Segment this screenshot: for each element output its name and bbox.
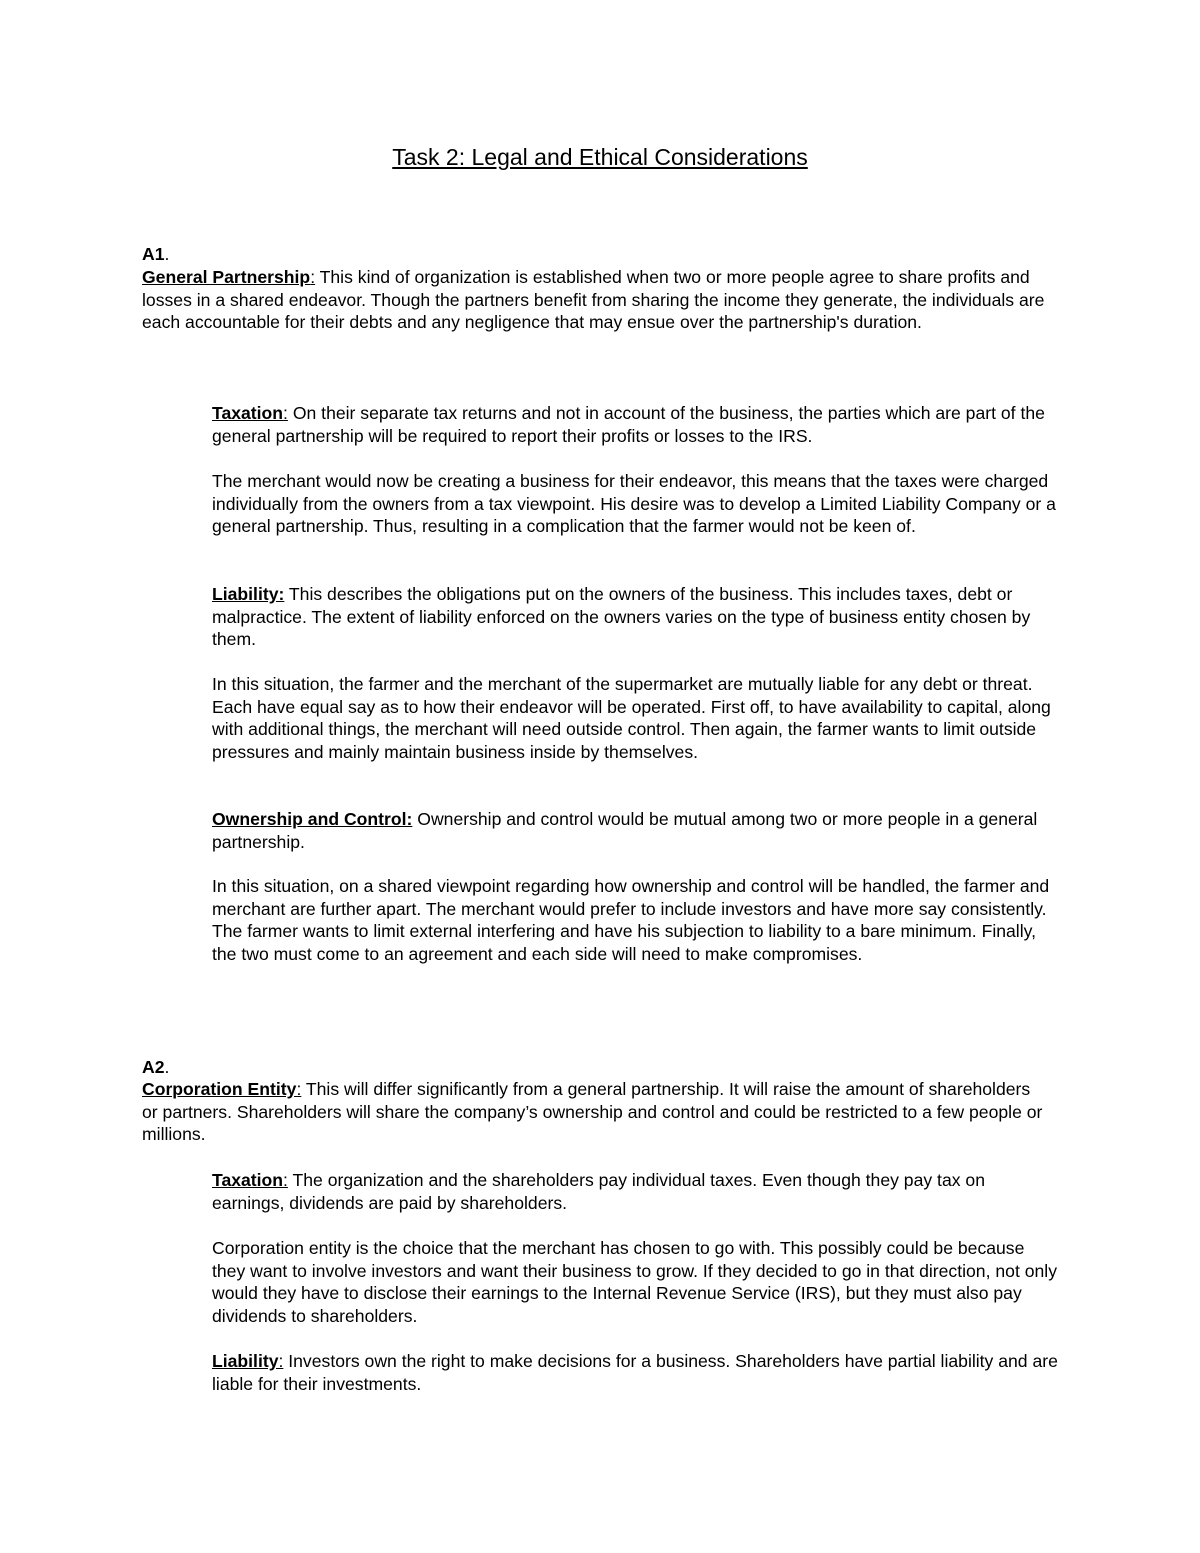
ownership-control-text: Ownership and control would be mutual among two or more people in a general partnership. (212, 809, 1038, 852)
a1-ownership-discussion: In this situation, on a shared viewpoint regarding how ownership and control will be handled, the farmer and merchant are further apart. The merchant would prefer to include investors and have more say consistently. The farmer wants to limit external interfering and have his subjection to liability to a bare minimum. Finally, the two must come to an agreement and each side will need to make compromises. (212, 876, 1050, 964)
a1-heading-label: A1 (142, 244, 165, 264)
a2-taxation-discussion: Corporation entity is the choice that the merchant has chosen to go with. This possibly could be because they want to involve investors and want their business to grow. If they decided to go in that direction, not only would they have to disclose their earnings to the Internal Revenue Service (IRS), but they must also pay dividends to shareholders. (212, 1238, 1057, 1326)
ownership-control-label: Ownership and Control: (212, 809, 413, 829)
a2-intro-paragraph (142, 1078, 1047, 1146)
a1-heading-dot: . (164, 244, 170, 264)
a2-liability-paragraph (212, 1350, 1062, 1395)
a1-liability-text: This describes the obligations put on the owners of the business. This includes taxes, debt or malpractice. The extent of liability enforced on the owners varies on the type of business entity chosen by them. (212, 584, 1031, 650)
a1-intro-paragraph (142, 266, 1047, 334)
corporation-entity-text: This will differ significantly from a general partnership. It will raise the amount of shareholders or partners. Shareholders will share the company’s ownership and control and could be restricted to a few people or millions. (142, 1079, 1043, 1145)
a2-taxation-label: Taxation (212, 1170, 284, 1190)
a1-taxation-discussion: The merchant would now be creating a business for their endeavor, this means that the taxes were charged individually from the owners from a tax viewpoint. His desire was to develop a Limited Liability Company or a general partnership. Thus, resulting in a complication that the farmer would not be keen of. (212, 471, 1056, 537)
general-partnership-text: This kind of organization is established when two or more people agree to share profits and losses in a shared endeavor. Though the partners benefit from sharing the income they generate, the individuals are each accountable for their debts and any negligence that may ensue over the partnership's duration. (142, 267, 1045, 333)
a2-taxation-colon: : (283, 1170, 288, 1190)
a2-taxation-paragraph (212, 1169, 1062, 1214)
a1-taxation-paragraph (212, 402, 1062, 447)
a2-liability-label: Liability (212, 1351, 279, 1371)
general-partnership-label: General Partnership (142, 267, 311, 287)
general-partnership-colon: : (310, 267, 316, 287)
corporation-entity-colon: : (296, 1079, 302, 1099)
a1-liability-label: Liability: (212, 584, 285, 604)
a2-liability-colon: : (278, 1351, 284, 1371)
a1-taxation-label: Taxation (212, 403, 284, 423)
a2-heading-dot: . (164, 1057, 170, 1077)
a1-heading (142, 243, 1047, 266)
corporation-entity-label: Corporation Entity (142, 1079, 297, 1099)
a1-ownership-paragraph (212, 808, 1062, 853)
a1-taxation-text: On their separate tax returns and not in account of the business, the parties which are part of the general partnership will be required to report their profits or losses to the IRS. (212, 403, 1045, 446)
a2-taxation-text: The organization and the shareholders pay individual taxes. Even though they pay tax on earnings, dividends are paid by shareholders. (212, 1170, 985, 1213)
a2-heading-label: A2 (142, 1057, 165, 1077)
a1-taxation-colon: : (283, 403, 288, 423)
a2-liability-text: Investors own the right to make decisions for a business. Shareholders have partial liability and are liable for their investments. (212, 1351, 1058, 1394)
a1-liability-discussion: In this situation, the farmer and the merchant of the supermarket are mutually liable for any debt or threat. Each have equal say as to how their endeavor will be operated. First off, to have availability to capital, along with additional things, the merchant will need outside control. Then again, the farmer wants to limit outside pressures and mainly maintain business inside by themselves. (212, 674, 1051, 762)
document-title: Task 2: Legal and Ethical Considerations (392, 144, 808, 170)
a1-liability-paragraph (212, 583, 1062, 651)
a2-heading (142, 1056, 1047, 1079)
